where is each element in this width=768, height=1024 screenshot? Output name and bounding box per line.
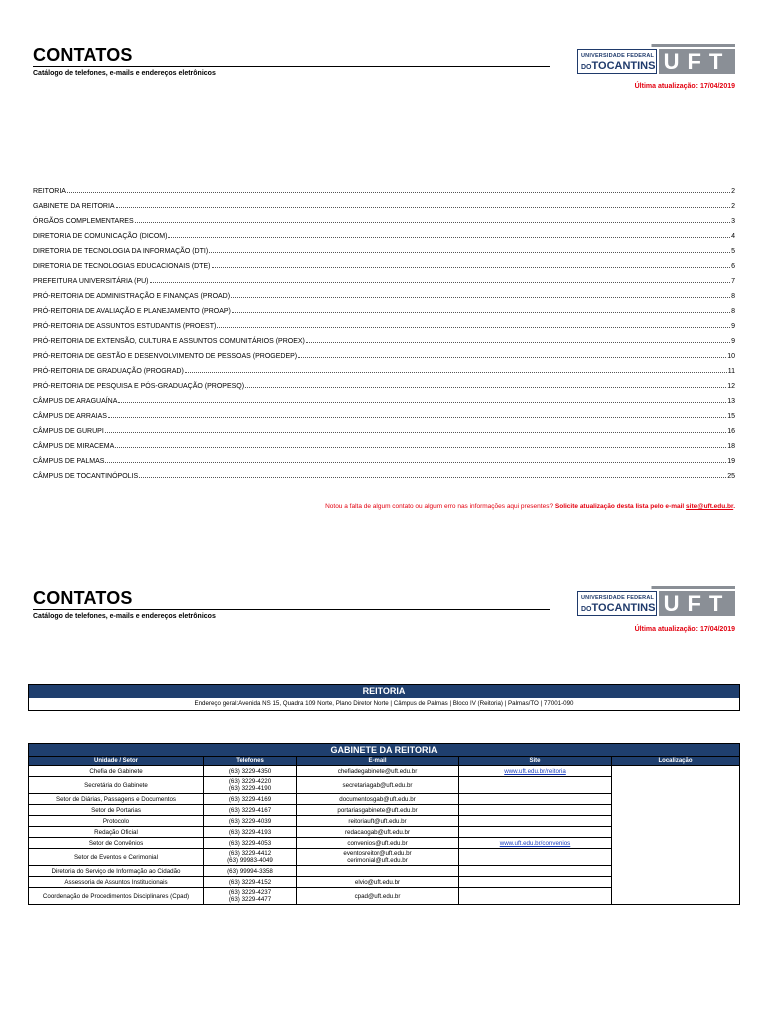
page-title: CONTATOS (33, 588, 133, 608)
toc-leader (245, 387, 726, 388)
email-value: secretariagab@uft.edu.br (342, 781, 413, 789)
email-cell (297, 838, 459, 849)
unit-cell: Secretária do Gabinete (29, 777, 204, 794)
phones-cell (204, 838, 297, 849)
toc-entry[interactable] (33, 300, 735, 315)
toc-entry[interactable] (33, 450, 735, 465)
toc-page: 12 (727, 383, 735, 390)
toc-entry[interactable] (33, 210, 735, 225)
toc-page: 7 (731, 278, 735, 285)
toc-entry[interactable] (33, 375, 735, 390)
unit-cell: Setor de Diárias, Passagens e Documentos (29, 794, 204, 805)
reitoria-box (28, 684, 740, 711)
toc-entry[interactable] (33, 240, 735, 255)
unit-cell: Setor de Portarias (29, 805, 204, 816)
email-value: documentosgab@uft.edu.br (339, 795, 416, 803)
page-subtitle: Catálogo de telefones, e-mails e endereços eletrônicos (33, 613, 216, 620)
toc-page: 19 (727, 458, 735, 465)
phone-value: (63) 3229-4190 (228, 785, 272, 792)
toc-label: CÂMPUS DE TOCANTINÓPOLIS (33, 473, 139, 480)
toc-page: 11 (727, 368, 735, 375)
toc-page: 9 (731, 323, 735, 330)
site-cell (459, 805, 612, 816)
uft-logo: UNIVERSIDADE FEDERAL DOTOCANTINS UFT (577, 586, 735, 616)
toc-label: PRÓ-REITORIA DE PESQUISA E PÓS-GRADUAÇÃO (PROPESQ) (33, 383, 245, 390)
gabinete-title: GABINETE DA REITORIA (29, 744, 740, 757)
toc-label: PRÓ-REITORIA DE GRADUAÇÃO (PROGRAD) (33, 368, 184, 375)
email-value: chefiadegabinete@uft.edu.br (337, 767, 418, 775)
toc-label: PRÓ-REITORIA DE ADMINISTRAÇÃO E FINANÇAS (PROAD) (33, 293, 231, 300)
toc-label: PRÓ-REITORIA DE AVALIAÇÃO E PLANEJAMENTO (PROAP) (33, 308, 231, 315)
email-value: redacaogab@uft.edu.br (344, 828, 411, 836)
phone-value: (63) 3229-4053 (228, 839, 272, 847)
email-cell (297, 805, 459, 816)
unit-cell: Setor de Eventos e Cerimonial (29, 849, 204, 866)
toc-page: 2 (731, 188, 735, 195)
toc-label: PRÓ-REITORIA DE GESTÃO E DESENVOLVIMENTO DE PESSOAS (PROGEDEP) (33, 353, 298, 360)
phone-value: (63) 3229-4193 (228, 828, 272, 836)
toc-page: 8 (731, 293, 735, 300)
site-cell (459, 766, 612, 777)
toc-page: 25 (727, 473, 735, 480)
phones-cell (204, 777, 297, 794)
site-cell (459, 816, 612, 827)
notice: Notou a falta de algum contato ou algum erro nas informações aqui presentes? Solicite atualização desta lista pelo e-mail site@uft.edu.br. (325, 503, 735, 510)
toc-leader (108, 417, 726, 418)
toc-entry[interactable] (33, 405, 735, 420)
unit-cell: Coordenação de Procedimentos Disciplinares (Cpad) (29, 888, 204, 905)
unit-cell: Setor de Convênios (29, 838, 204, 849)
phone-value: (63) 3229-4477 (228, 896, 272, 903)
phone-value: (63) 3229-4152 (228, 878, 272, 886)
last-update: Última atualização: 17/04/2019 (634, 626, 735, 633)
toc-entry[interactable] (33, 345, 735, 360)
toc-entry[interactable] (33, 420, 735, 435)
email-value: eventosreitor@uft.edu.br (343, 850, 412, 857)
toc-leader (105, 462, 726, 463)
col-location: Localização (612, 757, 740, 766)
phones-cell (204, 849, 297, 866)
phone-value: (63) 3229-4169 (228, 795, 272, 803)
site-cell (459, 888, 612, 905)
toc-entry[interactable] (33, 360, 735, 375)
email-value: elvio@uft.edu.br (354, 878, 401, 886)
email-cell (297, 888, 459, 905)
toc-entry[interactable] (33, 465, 735, 480)
phone-value: (63) 3229-4350 (228, 767, 272, 775)
toc-label: DIRETORIA DE COMUNICAÇÃO (DICOM) (33, 233, 168, 240)
table-of-contents (33, 180, 735, 480)
email-cell (297, 777, 459, 794)
toc-entry[interactable] (33, 225, 735, 240)
phones-cell (204, 888, 297, 905)
phones-cell (204, 866, 297, 877)
email-value: portariasgabinete@uft.edu.br (337, 806, 418, 814)
toc-page: 9 (731, 338, 735, 345)
toc-entry[interactable] (33, 390, 735, 405)
site-cell (459, 849, 612, 866)
site-link[interactable]: www.uft.edu.br/convenios (499, 839, 571, 847)
page-title: CONTATOS (33, 45, 133, 65)
toc-label: CÂMPUS DE MIRACEMA (33, 443, 115, 450)
col-unit: Unidade / Setor (29, 757, 204, 766)
toc-label: CÂMPUS DE GURUPI (33, 428, 104, 435)
gabinete-table (28, 743, 740, 905)
email-cell (297, 827, 459, 838)
toc-label: DIRETORIA DE TECNOLOGIA DA INFORMAÇÃO (DTI) (33, 248, 209, 255)
unit-cell: Diretoria do Serviço de Informação ao Cidadão (29, 866, 204, 877)
site-cell (459, 877, 612, 888)
toc-leader (298, 357, 726, 358)
toc-entry[interactable] (33, 330, 735, 345)
toc-label: PREFEITURA UNIVERSITÁRIA (PU) (33, 278, 149, 285)
page-subtitle: Catálogo de telefones, e-mails e endereços eletrônicos (33, 70, 216, 77)
toc-label: CÂMPUS DE ARRAIAS (33, 413, 107, 420)
toc-leader (217, 327, 730, 328)
toc-page: 4 (731, 233, 735, 240)
email-cell (297, 877, 459, 888)
site-cell (459, 838, 612, 849)
col-phones: Telefones (204, 757, 297, 766)
phone-value: (63) 99983-4049 (227, 857, 273, 864)
toc-leader (168, 237, 730, 238)
toc-leader (118, 402, 726, 403)
site-cell (459, 866, 612, 877)
phone-value: (63) 3229-4237 (228, 889, 272, 896)
toc-leader (67, 192, 730, 193)
toc-label: CÂMPUS DE ARAGUAÍNA (33, 398, 118, 405)
toc-page: 2 (731, 203, 735, 210)
phone-value: (63) 3229-4220 (228, 778, 272, 785)
phones-cell (204, 805, 297, 816)
toc-entry[interactable] (33, 255, 735, 270)
toc-page: 15 (727, 413, 735, 420)
toc-page: 18 (727, 443, 735, 450)
toc-page: 10 (727, 353, 735, 360)
header-rule (33, 609, 550, 610)
toc-page: 5 (731, 248, 735, 255)
toc-entry[interactable] (33, 180, 735, 195)
site-cell (459, 794, 612, 805)
unit-cell: Assessoria de Assuntos Institucionais (29, 877, 204, 888)
phones-cell (204, 827, 297, 838)
phones-cell (204, 816, 297, 827)
site-cell (459, 777, 612, 794)
reitoria-title: REITORIA (29, 685, 739, 698)
toc-leader (306, 342, 730, 343)
phone-value: (63) 3229-4167 (228, 806, 272, 814)
phones-cell (204, 794, 297, 805)
email-cell (297, 794, 459, 805)
toc-leader (150, 282, 731, 283)
site-link[interactable]: www.uft.edu.br/reitoria (504, 767, 566, 775)
toc-page: 8 (731, 308, 735, 315)
col-site: Site (459, 757, 612, 766)
site-cell (459, 827, 612, 838)
email-cell (297, 766, 459, 777)
email-value: convenios@uft.edu.br (347, 839, 408, 847)
reitoria-address: Endereço geral:Avenida NS 15, Quadra 109 Norte, Plano Diretor Norte | Câmpus de Palmas | Bloco IV (Reitoria) | Palmas/TO | 77001-090 (194, 700, 574, 707)
email-cell (297, 849, 459, 866)
toc-page: 16 (727, 428, 735, 435)
toc-label: REITORIA (33, 188, 66, 195)
table-row (29, 766, 740, 777)
toc-leader (139, 477, 726, 478)
toc-leader (105, 432, 726, 433)
email-cell (297, 866, 459, 877)
toc-leader (232, 312, 730, 313)
toc-entry[interactable] (33, 195, 735, 210)
email-cell (297, 816, 459, 827)
toc-label: DIRETORIA DE TECNOLOGIAS EDUCACIONAIS (DTE) (33, 263, 211, 270)
phones-cell (204, 877, 297, 888)
last-update: Última atualização: 17/04/2019 (634, 83, 735, 90)
toc-leader (185, 372, 727, 373)
phones-cell (204, 766, 297, 777)
toc-leader (115, 447, 726, 448)
toc-entry[interactable] (33, 435, 735, 450)
toc-leader (231, 297, 730, 298)
unit-cell: Chefia de Gabinete (29, 766, 204, 777)
unit-cell: Redação Oficial (29, 827, 204, 838)
toc-leader (135, 222, 730, 223)
toc-label: PRÓ-REITORIA DE EXTENSÃO, CULTURA E ASSUNTOS COMUNITÁRIOS (PROEX) (33, 338, 305, 345)
toc-leader (212, 267, 731, 268)
uft-logo: UNIVERSIDADE FEDERAL DOTOCANTINS UFT (577, 44, 735, 74)
toc-label: CÂMPUS DE PALMAS (33, 458, 105, 465)
toc-page: 6 (731, 263, 735, 270)
phone-value: (63) 3229-4412 (228, 850, 272, 857)
toc-leader (209, 252, 730, 253)
email-value: cerimonial@uft.edu.br (347, 857, 408, 864)
col-email: E-mail (297, 757, 459, 766)
toc-leader (116, 207, 731, 208)
location-cell (612, 766, 740, 905)
header-rule (33, 66, 550, 67)
toc-label: GABINETE DA REITORIA (33, 203, 115, 210)
phone-value: (63) 3229-4039 (228, 817, 272, 825)
phone-value: (63) 99994-3358 (227, 867, 273, 875)
toc-page: 3 (731, 218, 735, 225)
email-link[interactable]: site@uft.edu.br (686, 503, 734, 510)
toc-label: PRÓ-REITORIA DE ASSUNTOS ESTUDANTIS (PROEST) (33, 323, 217, 330)
toc-entry[interactable] (33, 270, 735, 285)
toc-label: ÓRGÃOS COMPLEMENTARES (33, 218, 134, 225)
unit-cell: Protocolo (29, 816, 204, 827)
toc-entry[interactable] (33, 315, 735, 330)
toc-entry[interactable] (33, 285, 735, 300)
email-value: reitoriauft@uft.edu.br (348, 817, 407, 825)
toc-page: 13 (727, 398, 735, 405)
email-value: cpad@uft.edu.br (354, 892, 401, 900)
